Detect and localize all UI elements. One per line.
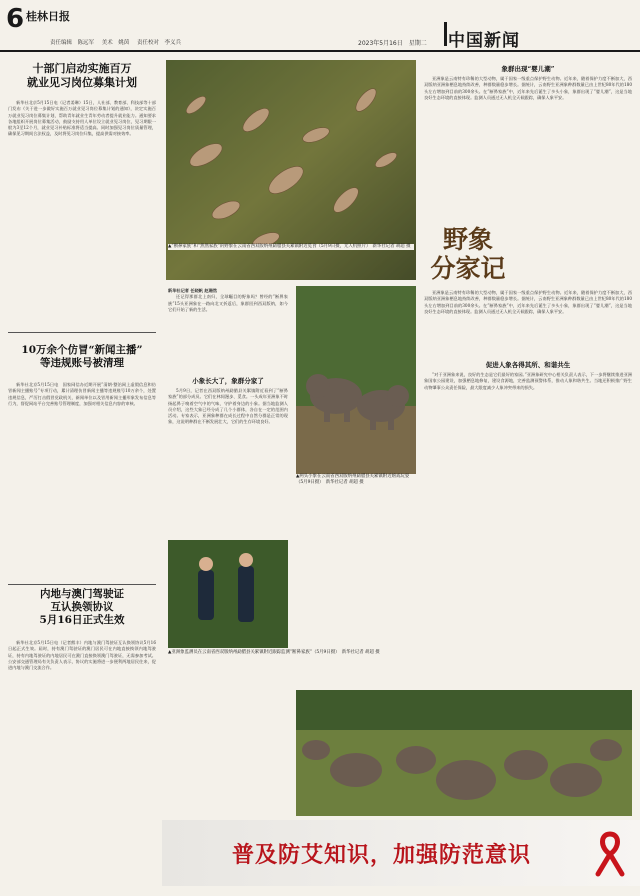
feature-title — [424, 226, 512, 284]
article3-title — [8, 588, 156, 627]
article1-title-line: 十部门启动实施百万 — [32, 62, 132, 75]
feature-body-col2 — [168, 388, 288, 538]
article1-title — [8, 62, 156, 90]
feature-subhead: 促进人象各得其所、和谐共生 — [485, 361, 571, 369]
public-service-banner — [162, 820, 640, 886]
banner-text: 普及防艾知识，加强防范意识 — [232, 842, 532, 868]
section-title: 中国新闻 — [448, 31, 520, 51]
editor-credit: 美术 姚茵 — [101, 40, 130, 46]
editor-credits — [50, 38, 187, 46]
article-divider — [8, 584, 156, 585]
article-divider — [8, 332, 156, 333]
photo-young-elephants — [296, 286, 416, 474]
issue-date: 2023年5月16日 星期二 — [358, 40, 427, 47]
feature-lead-text: 还记得那群北上南归，全球瞩目的野象吗？曾经的“断鼻家族”15头亚洲象在一路向北又折返后，象群回到西双版纳，如今它们开始了新的生活。 — [168, 294, 288, 312]
feature-text: 亚洲象是云南特有珍稀的大型动物，属于国家一级重点保护野生动物。近年来，随着保护力度不断加大，西双版纳亚洲象栖息地持续改善，种群数量稳步增长。据统计，云南野生亚洲象种群数量已由上世纪80年代的180头左右增加到目前的300余头。在“断鼻家族”中，近年来先后诞生了多头小象，象群出现了“婴儿潮”，这是当地良好生态环境的直接体现。监测人员通过无人机全天候跟踪，确保人象平安。 — [424, 290, 632, 314]
article2-title-line: 10万余个仿冒“新闻主播” — [21, 344, 143, 356]
feature-text: 5月9日，记者在西双版纳州勐腊县关累镇附近看到了“断鼻家族”的部分成员。它们在林间漫步、觅食。一头成年亚洲象不时扬起鼻子嗅着空气中的气味，守护着身边的小象。据当地监测人员介绍，这些大象已经分成了几个小群体，各自在一定的范围内活动。专家表示，亚洲象种群在成长过程中自然分群是正常的现象，这说明种群在不断发展壮大，它们的生存环境良好。 — [168, 388, 288, 425]
feature-lead — [168, 288, 288, 368]
feature-kicker: 新华社记者 任晓帆 赵珊然 — [168, 288, 217, 293]
article3-body — [8, 640, 156, 814]
feature-body-col3c — [424, 372, 632, 602]
feature-body-col3b — [424, 290, 632, 354]
article3-title-line: 5月16日正式生效 — [39, 614, 125, 627]
article3-title-line: 互认换领协议 — [50, 601, 114, 614]
article1-body — [8, 100, 156, 326]
article2-text: 新华社北京5月15日电 国家网信办近期开展“清朗·整治网上虚假信息和仿冒新闻主播账号”专项行动，累计清理仿冒新闻主播等违规账号10万余个，处置违规信息，严厉打击假冒党政机关、新闻单位以及冒用新闻主播形象发布信息等行为，督促网站平台完善账号管理制度，加强对相关信息内容的审核。 — [8, 382, 156, 406]
photo-caption: ▲“断鼻家族”和“然然家族”的野象在云南省西双版纳州勐腊县关累镇附近觅食（5月9日摄，无人机照片） 新华社记者 胡超 摄 — [168, 244, 414, 250]
photo-monitors — [168, 540, 288, 648]
article2-body — [8, 382, 156, 578]
feature-text: “对于亚洲象来说，良好的生态是它们最好的家园。”亚洲象研究中心相关负责人表示，下一步将继续推进亚洲象国家公园建设，加强栖息地修复，建设食源地，完善监测预警体系，推动人象和谐共生。当地还积极推广野生动物肇事公众责任保险，最大限度减少人象冲突带来的损失。 — [424, 372, 632, 390]
red-ribbon-icon — [590, 828, 630, 878]
photo-caption: ▲亚洲象监测员在云南省西双版纳州勐腊县关累镇附近跟踪监测“断鼻家族”（5月9日摄） 新华社记者 胡超 摄 — [168, 650, 418, 656]
feature-text: 亚洲象是云南特有珍稀的大型动物，属于国家一级重点保护野生动物。近年来，随着保护力度不断加大，西双版纳亚洲象栖息地持续改善，种群数量稳步增长。据统计，云南野生亚洲象种群数量已由上世纪80年代的180头左右增加到目前的300余头。在“断鼻家族”中，近年来先后诞生了多头小象，象群出现了“婴儿潮”，这是当地良好生态环境的直接体现。监测人员通过无人机全天候跟踪，确保人象平安。 — [424, 76, 632, 100]
feature-subhead: 小象长大了，象群分家了 — [192, 377, 264, 385]
editor-credit: 责任编辑 陈远军 — [50, 40, 95, 46]
section-divider — [444, 22, 447, 46]
page-header — [0, 0, 640, 52]
article3-title-line: 内地与澳门驾驶证 — [40, 588, 124, 600]
young-elephants-image — [296, 286, 416, 474]
feature-body-col3 — [424, 76, 632, 216]
article3-text: 新华社北京5月15日电（记者熊丰）内地与澳门驾驶证互认换领协议5月16日起正式生效。届时，持有澳门驾驶证的澳门居民可在内地直接换领内地驾驶证，持有内地驾驶证的内地居民可在澳门直接换领澳门驾驶证，无需参加考试。公安部交通管理局有关负责人表示，协议的实施将进一步便利两地居民往来，促进内地与澳门交流合作。 — [8, 640, 156, 671]
page-number: 6 — [6, 4, 25, 34]
feature-subhead: 象群出现“婴儿潮” — [501, 65, 555, 73]
feature-title-line: 分家记 — [430, 253, 506, 283]
paper-name: 桂林日报 — [26, 10, 70, 23]
elephant-herd-image — [296, 690, 632, 816]
article2-title-line: 等违规账号被清理 — [40, 357, 124, 370]
photo-elephant-herd — [296, 690, 632, 816]
editor-credit: 责任校对 李义兵 — [137, 40, 182, 46]
feature-title-line: 野象 — [442, 225, 493, 254]
article2-title — [8, 344, 156, 370]
monitors-image — [168, 540, 288, 648]
photo-caption: ▲两头小象在云南省西双版纳州勐腊县关累镇附近嬉戏玩耍（5月9日摄） 新华社记者 胡超 摄 — [296, 474, 416, 487]
article1-title-line: 就业见习岗位募集计划 — [27, 75, 137, 89]
article1-text: 新华社北京5月15日电（记者姜琳）15日，人社部、教育部、科技部等十部门发布《关于进一步做好实施百万就业见习岗位募集计划的通知》，决定实施百万就业见习岗位募集计划，帮助青年就业生青年劳动者提升就业能力。通知要求各地组织开展岗位募集活动，鼓励支持用人单位设立就业见习岗位，见习期限一般为3至12个月，就业见习补贴标准将适当提高。同时加强见习岗位质量管理，确保见习期间合法权益，及时将见习岗位归集，提高供需对接效率。 — [8, 100, 156, 137]
